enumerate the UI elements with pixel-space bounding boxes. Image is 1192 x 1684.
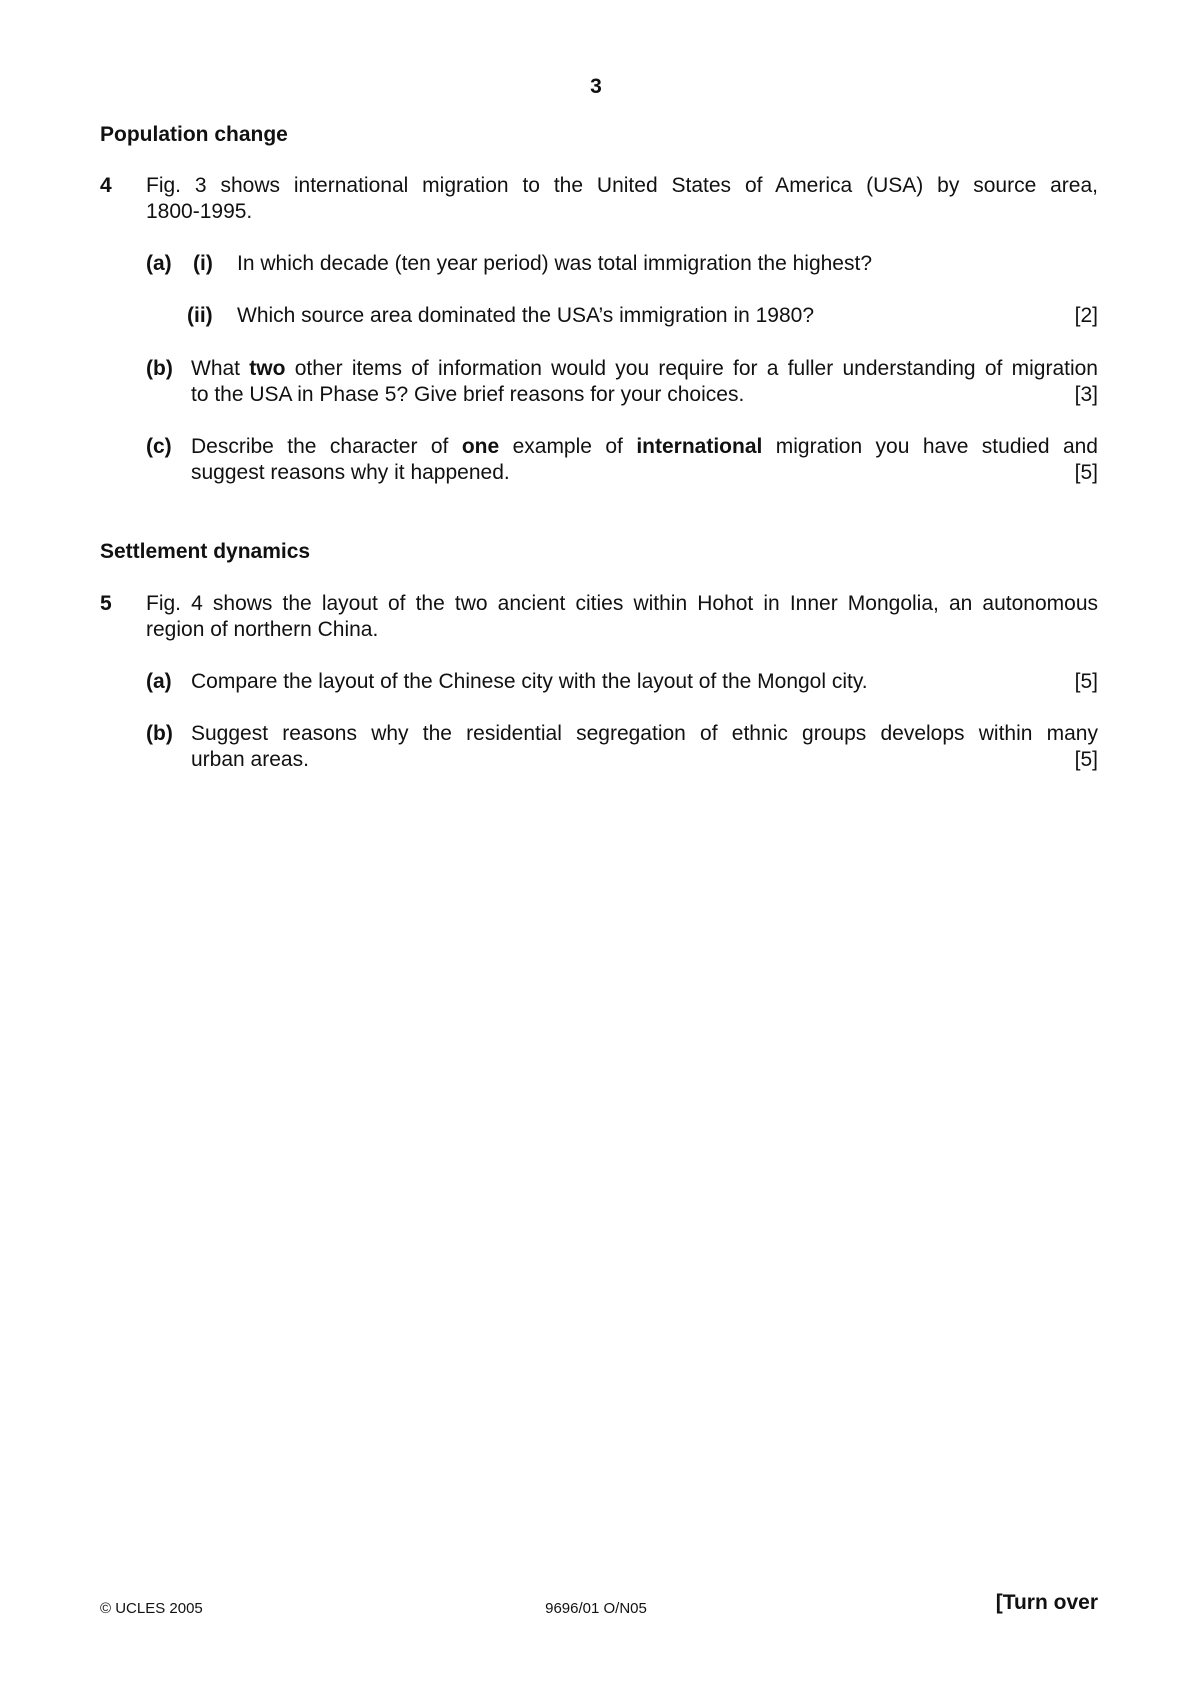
question-4b-text-2: other items of information would you require for a fuller understanding of migration <box>285 357 1098 380</box>
section-title-population: Population change <box>100 123 288 146</box>
question-5b-marks: [5] <box>1074 748 1098 771</box>
question-5b-line1: Suggest reasons why the residential segregation of ethnic groups develops within many <box>191 722 1098 745</box>
question-4c-text-1: Describe the character of <box>191 435 462 458</box>
question-5-intro-line2: region of northern China. <box>146 618 379 641</box>
question-4c-bold-1: one <box>461 435 500 458</box>
question-4aii-label: (ii) <box>187 304 213 327</box>
question-4b-bold: two <box>249 357 286 380</box>
question-4b-text-1: What <box>191 357 250 380</box>
question-4ai-label: (i) <box>193 252 213 275</box>
question-4b-marks: [3] <box>1074 383 1098 406</box>
question-4c-bold-2: international <box>636 435 763 458</box>
question-4aii-text: Which source area dominated the USA’s immigration in 1980? <box>237 304 815 327</box>
question-4c-line2: suggest reasons why it happened. <box>191 461 510 484</box>
page-number: 3 <box>590 75 602 98</box>
question-4ai-text: In which decade (ten year period) was total immigration the highest? <box>237 252 873 275</box>
question-5b-label: (b) <box>146 722 173 745</box>
question-4-intro-line1: Fig. 3 shows international migration to the United States of America (USA) by source area, <box>146 174 1098 197</box>
question-5a-marks: [5] <box>1074 670 1098 693</box>
question-5-intro-line1: Fig. 4 shows the layout of the two ancient cities within Hohot in Inner Mongolia, an autonomous <box>146 592 1098 615</box>
question-5a-text: Compare the layout of the Chinese city with the layout of the Mongol city. <box>191 670 868 693</box>
question-4c-label: (c) <box>146 435 172 458</box>
question-number-5: 5 <box>100 592 112 615</box>
question-5a-label: (a) <box>146 670 172 693</box>
question-4c-marks: [5] <box>1074 461 1098 484</box>
question-4a-label: (a) <box>146 252 172 275</box>
footer-turn-over: [Turn over <box>995 1591 1098 1614</box>
question-5b-line2: urban areas. <box>191 748 309 771</box>
question-4c-text-3: migration you have studied and <box>762 435 1098 458</box>
question-4c-line1 <box>191 434 1098 460</box>
question-number-4: 4 <box>100 174 112 197</box>
question-4b-line1 <box>191 356 1098 382</box>
footer-copyright: © UCLES 2005 <box>100 1600 203 1617</box>
footer-paper-code: 9696/01 O/N05 <box>545 1600 647 1617</box>
question-4aii-marks: [2] <box>1074 304 1098 327</box>
question-4b-label: (b) <box>146 357 173 380</box>
question-4-intro-line2: 1800-1995. <box>146 200 253 223</box>
question-4c-text-2: example of <box>499 435 637 458</box>
section-title-settlement: Settlement dynamics <box>100 540 311 563</box>
question-4b-line2: to the USA in Phase 5? Give brief reasons for your choices. <box>191 383 745 406</box>
